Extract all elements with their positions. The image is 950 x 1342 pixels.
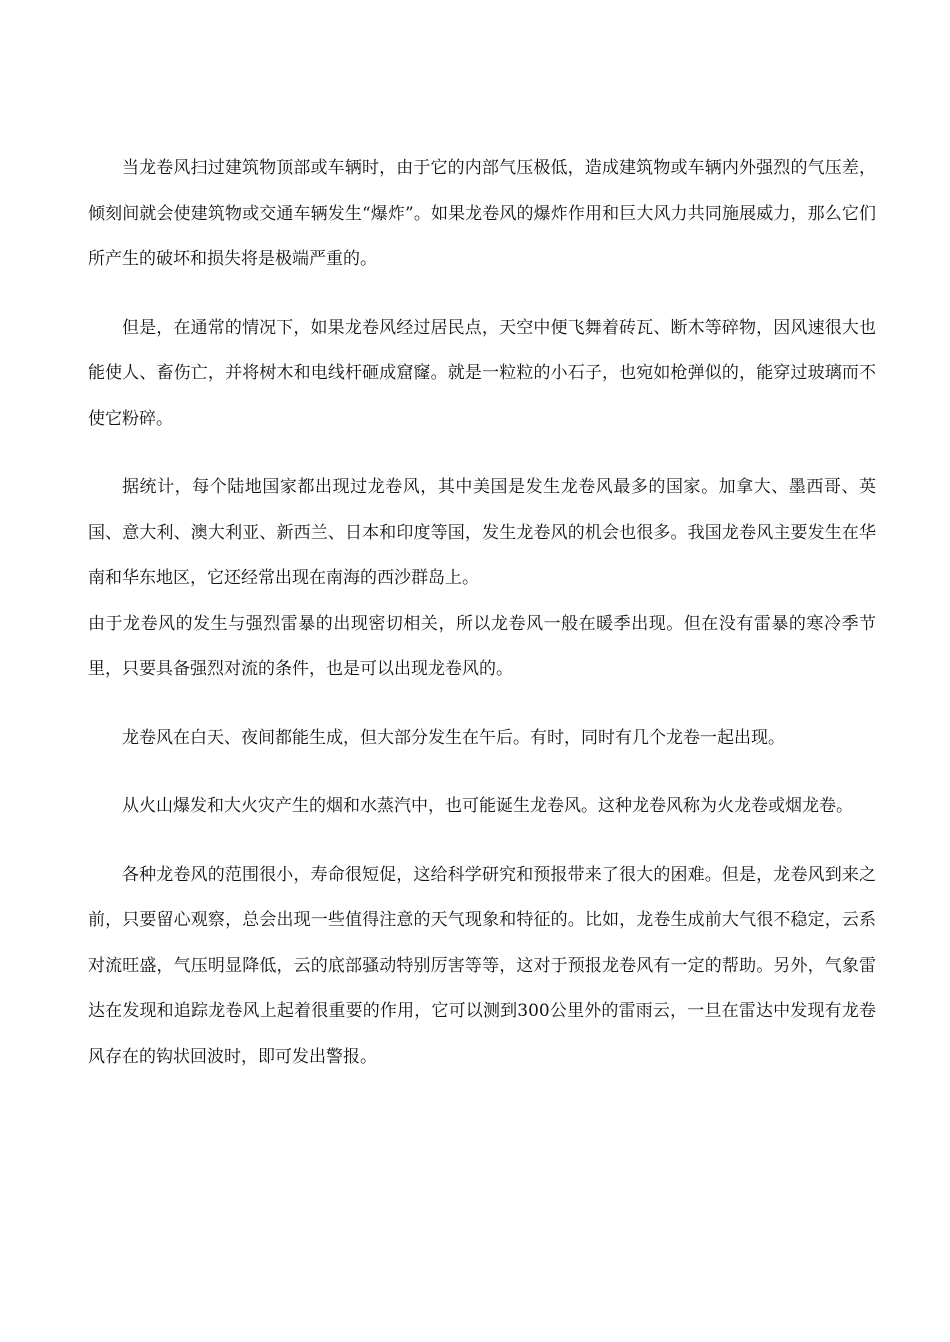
- paragraph-flying-debris: 但是，在通常的情况下，如果龙卷风经过居民点，天空中便飞舞着砖瓦、断木等碎物，因风速很大也能使人、畜伤亡，并将树木和电线杆砸成窟窿。就是一粒粒的小石子，也宛如枪弹似的，能穿过玻璃而不使它粉碎。: [88, 317, 876, 429]
- paragraph-building-explosion: 当龙卷风扫过建筑物顶部或车辆时，由于它的内部气压极低，造成建筑物或车辆内外强烈的气压差，倾刻间就会使建筑物或交通车辆发生“爆炸”。如果龙卷风的爆炸作用和巨大风力共同施展威力，那么它们所产生的破坏和损失将是极端严重的。: [88, 158, 876, 269]
- paragraph-season: 由于龙卷风的发生与强烈雷暴的出现密切相关，所以龙卷风一般在暖季出现。但在没有雷暴的寒冷季节里，只要具备强烈对流的条件，也是可以出现龙卷风的。: [88, 613, 876, 679]
- paragraph-fire-tornado: 从火山爆发和大火灾产生的烟和水蒸汽中，也可能诞生龙卷风。这种龙卷风称为火龙卷或烟龙卷。: [122, 796, 853, 816]
- paragraph-time-of-day: 龙卷风在白天、夜间都能生成，但大部分发生在午后。有时，同时有几个龙卷一起出现。: [122, 727, 785, 748]
- document-body: [88, 146, 876, 1080]
- paragraph-forecasting: 各种龙卷风的范围很小，寿命很短促，这给科学研究和预报带来了很大的困难。但是，龙卷风到来之前，只要留心观察，总会出现一些值得注意的天气现象和特征的。比如，龙卷生成前大气很不稳定，云系对流旺盛，气压明显降低，云的底部骚动特别厉害等等，这对于预报龙卷风有一定的帮助。另外，气象雷达在发现和追踪龙卷风上起着很重要的作用，它可以测到300公里外的雷雨云，一旦在雷达中发现有龙卷风存在的钩状回波时，即可发出警报。: [88, 864, 876, 1067]
- paragraph-statistics: 据统计，每个陆地国家都出现过龙卷风，其中美国是发生龙卷风最多的国家。加拿大、墨西哥、英国、意大利、澳大利亚、新西兰、日本和印度等国，发生龙卷风的机会也很多。我国龙卷风主要发生在华南和华东地区，它还经常出现在南海的西沙群岛上。: [88, 477, 876, 588]
